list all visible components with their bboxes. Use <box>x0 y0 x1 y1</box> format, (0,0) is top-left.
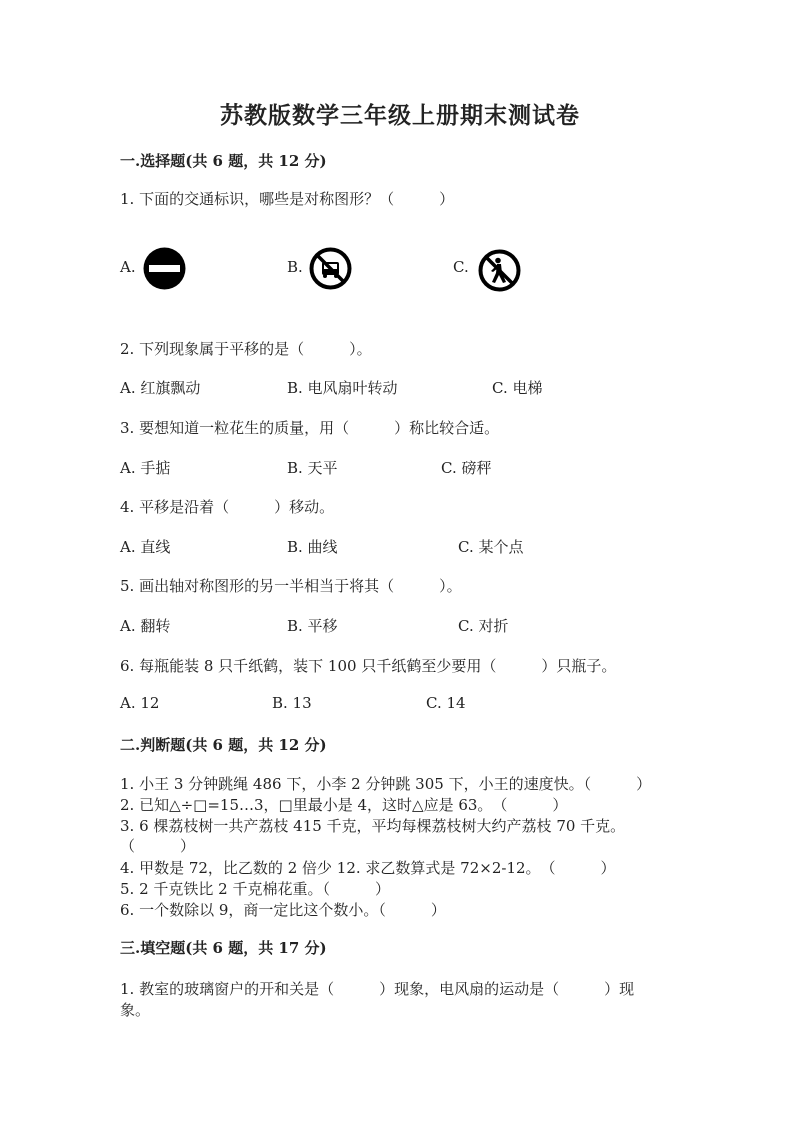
q4-option-b: B. 曲线 <box>287 538 338 556</box>
tf-item-5: 5. 2 千克铁比 2 千克棉花重。（ ） <box>120 880 390 898</box>
fill-question-1-line-2: 象。 <box>120 1001 151 1019</box>
q6-option-b: B. 13 <box>272 694 312 712</box>
section-heading-choice: 一.选择题(共 6 题，共 12 分) <box>120 152 327 170</box>
question-4-stem: 4. 平移是沿着（ ）移动。 <box>120 498 335 516</box>
tf-item-6: 6. 一个数除以 9，商一定比这个数小。（ ） <box>120 901 446 919</box>
question-2-stem: 2. 下列现象属于平移的是（ ）。 <box>120 340 372 358</box>
q3-option-c: C. 磅秤 <box>441 459 492 477</box>
q4-option-c: C. 某个点 <box>458 538 524 556</box>
q5-option-b: B. 平移 <box>287 617 338 635</box>
tf-item-4: 4. 甲数是 72，比乙数的 2 倍少 12. 求乙数算式是 72×2-12。 （ ） <box>120 859 616 877</box>
tf-item-3: 3. 6 棵荔枝树一共产荔枝 415 千克，平均每棵荔枝树大约产荔枝 70 千克。 <box>120 817 626 835</box>
q1-option-a-label: A. <box>120 258 136 276</box>
section-heading-true-false: 二.判断题(共 6 题，共 12 分) <box>120 736 327 754</box>
q2-option-a: A. 红旗飘动 <box>120 379 201 397</box>
q5-option-c: C. 对折 <box>458 617 509 635</box>
question-6-stem: 6. 每瓶能装 8 只千纸鹤，装下 100 只千纸鹤至少要用（ ）只瓶子。 <box>120 657 617 675</box>
no-motor-vehicles-sign-icon <box>309 247 352 290</box>
question-1-stem: 1. 下面的交通标识，哪些是对称图形？（ ） <box>120 190 455 208</box>
q6-option-a: A. 12 <box>120 694 160 712</box>
q1-option-b-label: B. <box>287 258 303 276</box>
q5-option-a: A. 翻转 <box>120 617 171 635</box>
q3-option-a: A. 手掂 <box>120 459 171 477</box>
fill-question-1-line-1: 1. 教室的玻璃窗户的开和关是（ ）现象，电风扇的运动是（ ）现 <box>120 980 635 998</box>
section-heading-fill-blank: 三.填空题(共 6 题，共 17 分) <box>120 939 327 957</box>
tf-item-3-brackets: （ ） <box>120 837 196 855</box>
q3-option-b: B. 天平 <box>287 459 338 477</box>
question-5-stem: 5. 画出轴对称图形的另一半相当于将其（ ）。 <box>120 577 462 595</box>
q4-option-a: A. 直线 <box>120 538 171 556</box>
q2-option-b: B. 电风扇叶转动 <box>287 379 398 397</box>
no-pedestrians-sign-icon <box>478 249 521 292</box>
q2-option-c: C. 电梯 <box>492 379 543 397</box>
q1-option-c-label: C. <box>453 258 469 276</box>
q6-option-c: C. 14 <box>426 694 466 712</box>
no-entry-sign-icon <box>143 247 186 290</box>
tf-item-2: 2. 已知△÷□=15…3，□里最小是 4，这时△应是 63。 （ ） <box>120 796 568 814</box>
question-3-stem: 3. 要想知道一粒花生的质量，用（ ）称比较合适。 <box>120 419 500 437</box>
tf-item-1: 1. 小王 3 分钟跳绳 486 下，小李 2 分钟跳 305 下，小王的速度快。（ ） <box>120 775 652 793</box>
page-title: 苏教版数学三年级上册期末测试卷 <box>220 102 580 129</box>
